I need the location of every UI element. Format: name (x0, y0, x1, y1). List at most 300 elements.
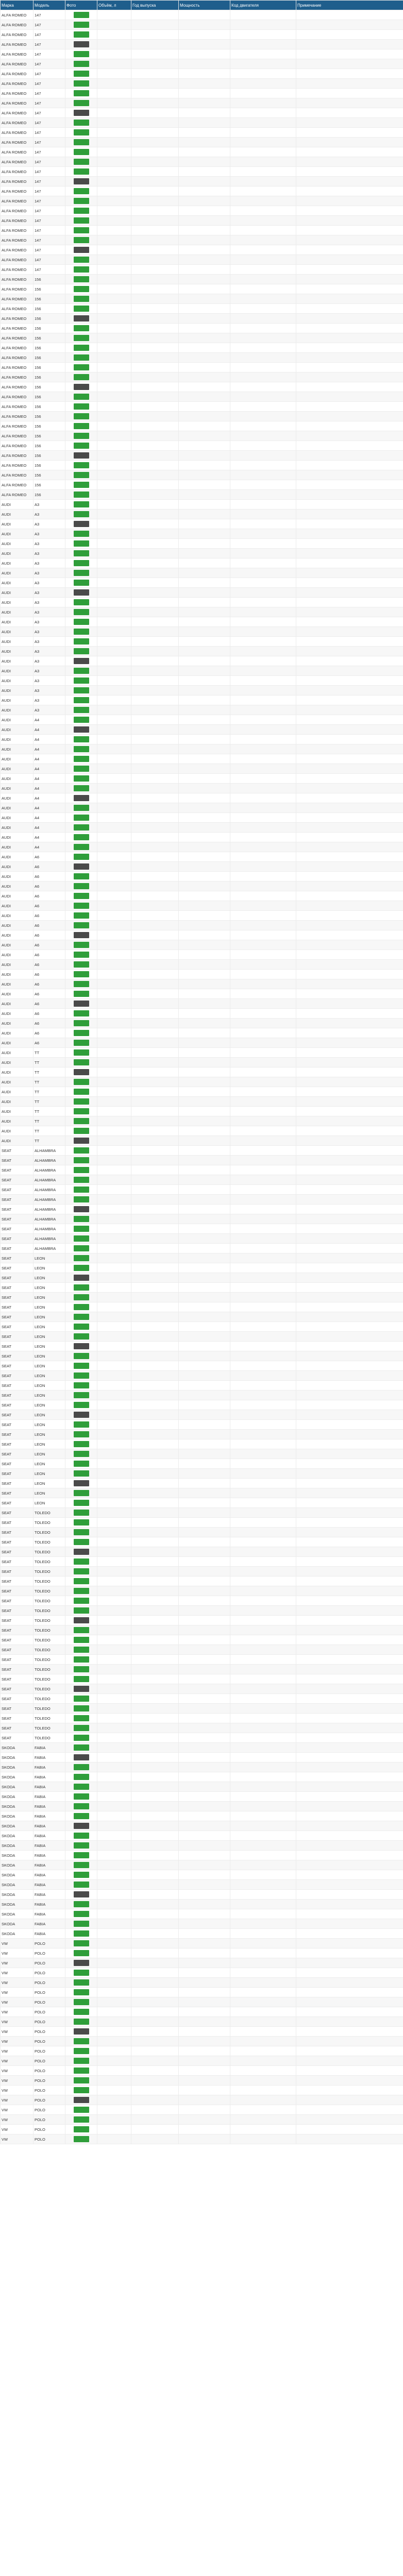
volume-cell (97, 764, 131, 774)
product-thumbnail (74, 325, 89, 331)
product-thumbnail (74, 1030, 89, 1036)
power-cell (179, 1332, 230, 1342)
note-cell (296, 1205, 403, 1214)
engine-code-cell (230, 1694, 296, 1704)
year-cell (131, 1058, 179, 1067)
engine-code-cell (230, 764, 296, 774)
brand-cell: VW (1, 1948, 33, 1958)
year-cell (131, 891, 179, 901)
model-cell: POLO (33, 2076, 65, 2086)
model-cell: A6 (33, 872, 65, 882)
note-cell (296, 89, 403, 98)
year-cell (131, 1459, 179, 1469)
year-cell (131, 108, 179, 118)
power-cell (179, 1146, 230, 1156)
product-thumbnail (74, 188, 89, 194)
volume-cell (97, 49, 131, 59)
product-thumbnail (74, 1715, 89, 1721)
table-row (1, 79, 403, 89)
model-cell: LEON (33, 1351, 65, 1361)
product-photo-cell (65, 1567, 97, 1577)
product-photo-cell (65, 1733, 97, 1743)
volume-cell (97, 324, 131, 333)
volume-cell (97, 1488, 131, 1498)
power-cell (179, 823, 230, 833)
note-cell (296, 1948, 403, 1958)
product-thumbnail (74, 1842, 89, 1849)
note-cell (296, 784, 403, 793)
year-cell (131, 314, 179, 324)
table-row (1, 2066, 403, 2076)
brand-cell: SEAT (1, 1332, 33, 1342)
power-cell (179, 1577, 230, 1586)
note-cell (296, 1586, 403, 1596)
volume-cell (97, 1087, 131, 1097)
power-cell (179, 2027, 230, 2037)
product-photo-cell (65, 1420, 97, 1430)
engine-code-cell (230, 226, 296, 235)
power-cell (179, 999, 230, 1009)
product-photo-cell (65, 1391, 97, 1400)
product-photo-cell (65, 1156, 97, 1165)
product-photo-cell (65, 412, 97, 421)
product-thumbnail (74, 756, 89, 762)
product-thumbnail (74, 1979, 89, 1986)
brand-cell: VW (1, 2076, 33, 2086)
volume-cell (97, 304, 131, 314)
product-photo-cell (65, 1048, 97, 1058)
product-thumbnail (74, 599, 89, 605)
table-row (1, 842, 403, 852)
engine-code-cell (230, 412, 296, 421)
power-cell (179, 470, 230, 480)
product-thumbnail (74, 1921, 89, 1927)
model-cell: 156 (33, 461, 65, 470)
engine-code-cell (230, 1929, 296, 1939)
engine-code-cell (230, 353, 296, 363)
model-cell: 156 (33, 451, 65, 461)
brand-cell: AUDI (1, 686, 33, 696)
volume-cell (97, 1381, 131, 1391)
power-cell (179, 216, 230, 226)
model-cell: A4 (33, 774, 65, 784)
model-cell: A6 (33, 970, 65, 979)
engine-code-cell (230, 1116, 296, 1126)
model-cell: FABIA (33, 1802, 65, 1811)
year-cell (131, 1723, 179, 1733)
note-cell (296, 206, 403, 216)
note-cell (296, 1253, 403, 1263)
note-cell (296, 686, 403, 696)
year-cell (131, 89, 179, 98)
product-photo-cell (65, 470, 97, 480)
power-cell (179, 206, 230, 216)
note-cell (296, 1557, 403, 1567)
power-cell (179, 2017, 230, 2027)
note-cell (296, 284, 403, 294)
power-cell (179, 735, 230, 744)
table-row (1, 147, 403, 157)
table-row (1, 1058, 403, 1067)
engine-code-cell (230, 79, 296, 89)
power-cell (179, 402, 230, 412)
engine-code-cell (230, 1175, 296, 1185)
table-row (1, 1107, 403, 1116)
power-cell (179, 1851, 230, 1860)
power-cell (179, 1802, 230, 1811)
model-cell: POLO (33, 2066, 65, 2076)
model-cell: FABIA (33, 1772, 65, 1782)
volume-cell (97, 1900, 131, 1909)
volume-cell (97, 353, 131, 363)
table-row (1, 1156, 403, 1165)
engine-code-cell (230, 1870, 296, 1880)
product-thumbnail (74, 1157, 89, 1163)
brand-cell: SKODA (1, 1811, 33, 1821)
product-photo-cell (65, 2066, 97, 2076)
engine-code-cell (230, 2115, 296, 2125)
model-cell: A4 (33, 725, 65, 735)
note-cell (296, 1880, 403, 1890)
year-cell (131, 59, 179, 69)
engine-code-cell (230, 1038, 296, 1048)
note-cell (296, 1185, 403, 1195)
product-thumbnail (74, 736, 89, 742)
note-cell (296, 343, 403, 353)
brand-cell: ALFA ROMEO (1, 138, 33, 147)
engine-code-cell (230, 206, 296, 216)
product-photo-cell (65, 1244, 97, 1253)
year-cell (131, 1097, 179, 1107)
model-cell: A6 (33, 852, 65, 862)
note-cell (296, 30, 403, 40)
table-row (1, 970, 403, 979)
model-cell: 147 (33, 196, 65, 206)
note-cell (296, 304, 403, 314)
note-cell (296, 1381, 403, 1391)
volume-cell (97, 1772, 131, 1782)
table-row (1, 1391, 403, 1400)
table-row (1, 1518, 403, 1528)
product-photo-cell (65, 1293, 97, 1302)
product-photo-cell (65, 1028, 97, 1038)
power-cell (179, 98, 230, 108)
product-photo-cell (65, 353, 97, 363)
note-cell (296, 1988, 403, 1997)
table-row (1, 823, 403, 833)
volume-cell (97, 1586, 131, 1596)
volume-cell (97, 392, 131, 402)
volume-cell (97, 1234, 131, 1244)
model-cell: A4 (33, 744, 65, 754)
year-cell (131, 1625, 179, 1635)
table-row (1, 1009, 403, 1019)
table-row (1, 940, 403, 950)
table-row (1, 480, 403, 490)
product-thumbnail (74, 433, 89, 439)
product-thumbnail (74, 1480, 89, 1486)
engine-code-cell (230, 1332, 296, 1342)
engine-code-cell (230, 833, 296, 842)
product-photo-cell (65, 1596, 97, 1606)
engine-code-cell (230, 2095, 296, 2105)
year-cell (131, 813, 179, 823)
table-row (1, 1606, 403, 1616)
engine-code-cell (230, 196, 296, 206)
engine-code-cell (230, 1958, 296, 1968)
brand-cell: ALFA ROMEO (1, 421, 33, 431)
year-cell (131, 1156, 179, 1165)
table-row (1, 2027, 403, 2037)
note-cell (296, 1537, 403, 1547)
column-header: Марка (1, 1, 33, 10)
volume-cell (97, 1077, 131, 1087)
model-cell: TT (33, 1136, 65, 1146)
note-cell (296, 1508, 403, 1518)
year-cell (131, 382, 179, 392)
volume-cell (97, 1518, 131, 1528)
power-cell (179, 1968, 230, 1978)
product-thumbnail (74, 1314, 89, 1320)
volume-cell (97, 598, 131, 607)
product-photo-cell (65, 235, 97, 245)
year-cell (131, 656, 179, 666)
year-cell (131, 1116, 179, 1126)
year-cell (131, 1205, 179, 1214)
brand-cell: VW (1, 2017, 33, 2027)
year-cell (131, 1616, 179, 1625)
model-cell: 156 (33, 294, 65, 304)
product-photo-cell (65, 803, 97, 813)
year-cell (131, 2095, 179, 2105)
brand-cell: SKODA (1, 1870, 33, 1880)
model-cell: LEON (33, 1449, 65, 1459)
year-cell (131, 823, 179, 833)
product-thumbnail (74, 1059, 89, 1065)
note-cell (296, 333, 403, 343)
year-cell (131, 862, 179, 872)
engine-code-cell (230, 598, 296, 607)
table-row (1, 510, 403, 519)
volume-cell (97, 1283, 131, 1293)
power-cell (179, 578, 230, 588)
volume-cell (97, 1655, 131, 1665)
table-row (1, 735, 403, 744)
product-photo-cell (65, 1665, 97, 1674)
product-thumbnail (74, 785, 89, 791)
engine-code-cell (230, 617, 296, 627)
year-cell (131, 1087, 179, 1097)
note-cell (296, 842, 403, 852)
volume-cell (97, 1332, 131, 1342)
volume-cell (97, 1919, 131, 1929)
power-cell (179, 637, 230, 647)
volume-cell (97, 813, 131, 823)
note-cell (296, 666, 403, 676)
product-photo-cell (65, 1087, 97, 1097)
table-row (1, 558, 403, 568)
engine-code-cell (230, 177, 296, 187)
year-cell (131, 1851, 179, 1860)
power-cell (179, 187, 230, 196)
power-cell (179, 1028, 230, 1038)
product-photo-cell (65, 960, 97, 970)
year-cell (131, 196, 179, 206)
model-cell: TT (33, 1107, 65, 1116)
product-photo-cell (65, 206, 97, 216)
table-row (1, 2115, 403, 2125)
volume-cell (97, 2007, 131, 2017)
volume-cell (97, 69, 131, 79)
brand-cell: ALFA ROMEO (1, 235, 33, 245)
table-row (1, 627, 403, 637)
year-cell (131, 1890, 179, 1900)
power-cell (179, 147, 230, 157)
model-cell: A6 (33, 940, 65, 950)
engine-code-cell (230, 343, 296, 353)
model-cell: LEON (33, 1391, 65, 1400)
product-photo-cell (65, 735, 97, 744)
product-photo-cell (65, 607, 97, 617)
engine-code-cell (230, 333, 296, 343)
product-thumbnail (74, 129, 89, 135)
product-thumbnail (74, 1862, 89, 1868)
product-photo-cell (65, 1919, 97, 1929)
model-cell: A4 (33, 842, 65, 852)
year-cell (131, 1645, 179, 1655)
engine-code-cell (230, 1860, 296, 1870)
volume-cell (97, 774, 131, 784)
power-cell (179, 1694, 230, 1704)
product-photo-cell (65, 1224, 97, 1234)
note-cell (296, 774, 403, 784)
model-cell: A6 (33, 1028, 65, 1038)
note-cell (296, 1674, 403, 1684)
table-row (1, 245, 403, 255)
product-photo-cell (65, 431, 97, 441)
year-cell (131, 666, 179, 676)
year-cell (131, 1439, 179, 1449)
watermark-text (183, 2513, 227, 2576)
product-thumbnail (74, 638, 89, 645)
engine-code-cell (230, 1723, 296, 1733)
power-cell (179, 1860, 230, 1870)
note-cell (296, 441, 403, 451)
engine-code-cell (230, 549, 296, 558)
product-photo-cell (65, 1890, 97, 1900)
product-thumbnail (74, 1696, 89, 1702)
brand-cell: SKODA (1, 1909, 33, 1919)
year-cell (131, 2017, 179, 2027)
year-cell (131, 1449, 179, 1459)
volume-cell (97, 1841, 131, 1851)
product-thumbnail (74, 472, 89, 478)
volume-cell (97, 744, 131, 754)
note-cell (296, 1283, 403, 1293)
product-thumbnail (74, 961, 89, 968)
note-cell (296, 744, 403, 754)
brand-cell: SEAT (1, 1479, 33, 1488)
product-photo-cell (65, 138, 97, 147)
product-photo-cell (65, 1577, 97, 1586)
product-photo-cell (65, 2115, 97, 2125)
model-cell: LEON (33, 1430, 65, 1439)
volume-cell (97, 1165, 131, 1175)
volume-cell (97, 480, 131, 490)
volume-cell (97, 1449, 131, 1459)
product-thumbnail (74, 1402, 89, 1408)
volume-cell (97, 138, 131, 147)
power-cell (179, 412, 230, 421)
power-cell (179, 1625, 230, 1635)
brand-cell: AUDI (1, 1019, 33, 1028)
table-row (1, 1567, 403, 1577)
brand-cell: ALFA ROMEO (1, 324, 33, 333)
model-cell: POLO (33, 1958, 65, 1968)
table-row (1, 235, 403, 245)
table-row (1, 676, 403, 686)
note-cell (296, 1616, 403, 1625)
year-cell (131, 1929, 179, 1939)
brand-cell: VW (1, 2046, 33, 2056)
product-thumbnail (74, 2058, 89, 2064)
brand-cell: SKODA (1, 1792, 33, 1802)
power-cell (179, 1449, 230, 1459)
product-thumbnail (74, 315, 89, 321)
note-cell (296, 735, 403, 744)
year-cell (131, 715, 179, 725)
product-thumbnail (74, 677, 89, 684)
year-cell (131, 490, 179, 500)
power-cell (179, 294, 230, 304)
year-cell (131, 1547, 179, 1557)
year-cell (131, 1772, 179, 1782)
model-cell: FABIA (33, 1792, 65, 1802)
volume-cell (97, 1430, 131, 1439)
year-cell (131, 1714, 179, 1723)
product-photo-cell (65, 1674, 97, 1684)
year-cell (131, 1165, 179, 1175)
year-cell (131, 363, 179, 372)
model-cell: A3 (33, 578, 65, 588)
note-cell (296, 1332, 403, 1342)
note-cell (296, 529, 403, 539)
note-cell (296, 549, 403, 558)
product-thumbnail (74, 394, 89, 400)
volume-cell (97, 363, 131, 372)
table-row (1, 2007, 403, 2017)
engine-code-cell (230, 911, 296, 921)
engine-code-cell (230, 1606, 296, 1616)
note-cell (296, 1596, 403, 1606)
engine-code-cell (230, 1263, 296, 1273)
engine-code-cell (230, 1665, 296, 1674)
volume-cell (97, 1978, 131, 1988)
model-cell: POLO (33, 1968, 65, 1978)
model-cell: FABIA (33, 1870, 65, 1880)
power-cell (179, 245, 230, 255)
note-cell (296, 1929, 403, 1939)
note-cell (296, 1772, 403, 1782)
product-photo-cell (65, 1400, 97, 1410)
brand-cell: SEAT (1, 1322, 33, 1332)
power-cell (179, 1302, 230, 1312)
year-cell (131, 637, 179, 647)
table-row (1, 1860, 403, 1870)
engine-code-cell (230, 1391, 296, 1400)
engine-code-cell (230, 1156, 296, 1165)
product-photo-cell (65, 1528, 97, 1537)
